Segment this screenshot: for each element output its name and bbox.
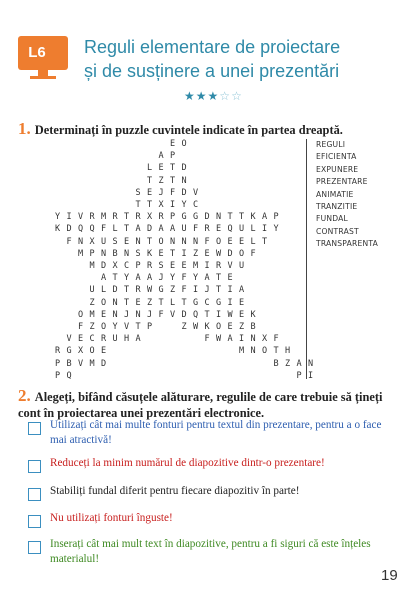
puzzle-letter: G [158,285,164,296]
puzzle-letter: A [204,273,210,284]
puzzle-letter: O [215,322,222,332]
checklist-item [28,511,408,529]
puzzle-letter: M [192,261,199,271]
puzzle-letter: G [192,297,199,308]
puzzle-letter: L [169,297,176,308]
task-2-number: 2. [18,386,31,405]
puzzle-letter: E [238,236,245,247]
puzzle-letter: P [169,212,176,223]
puzzle-letter: P [146,322,153,332]
puzzle-letter: M [89,309,95,320]
puzzle-letter: V [192,187,199,198]
word-list-item: TRANSPARENTA [316,239,378,249]
puzzle-row [40,321,300,333]
puzzle-letter: X [158,200,164,210]
puzzle-letter: J [204,285,210,296]
puzzle-letter: T [215,285,222,296]
puzzle-letter: E [238,297,245,308]
puzzle-letter: A [146,273,153,284]
puzzle-row [40,187,300,199]
puzzle-letter: G [66,346,72,357]
puzzle-letter: I [204,261,210,271]
puzzle-letter: I [307,370,314,381]
star-empty-icon: ☆ [219,89,232,103]
puzzle-letter: B [112,248,118,259]
puzzle-letter: L [146,163,153,174]
puzzle-letter: P [54,358,61,369]
task-2-heading [18,388,406,421]
puzzle-row [40,333,300,345]
puzzle-letter: O [181,139,187,149]
puzzle-letter: R [135,285,141,296]
puzzle-letter: F [181,285,187,296]
puzzle-letter: T [181,297,187,308]
puzzle-row [40,150,300,162]
puzzle-letter: R [112,212,118,223]
puzzle-letter: A [238,285,245,296]
word-list [316,139,378,251]
puzzle-letter: W [215,248,222,259]
puzzle-letter: O [215,236,222,247]
puzzle-letter: P [54,370,61,381]
page-title-line-2: și de susținere a unei prezentări [84,61,340,81]
puzzle-letter: W [227,309,233,320]
puzzle-letter: H [284,346,291,357]
puzzle-letter: V [227,261,233,271]
puzzle-row [40,138,300,150]
puzzle-letter: C [123,261,130,271]
puzzle-letter: W [192,322,199,332]
puzzle-letter: Z [284,358,291,369]
puzzle-letter: G [192,212,199,223]
word-list-item: TRANZITIE [316,202,358,212]
puzzle-letter: F [100,224,107,235]
puzzle-letter: T [169,163,176,174]
task-1-number: 1. [18,119,31,138]
puzzle-letter: Y [273,224,279,235]
puzzle-letter: E [100,346,107,357]
puzzle-letter: R [100,334,107,345]
puzzle-letter: N [135,236,141,247]
puzzle-letter: R [54,346,61,357]
puzzle-letter: C [204,297,210,308]
puzzle-letter: E [238,309,245,320]
puzzle-row [40,236,300,248]
puzzle-letter: E [135,297,141,308]
puzzle-letter: Q [227,224,233,235]
puzzle-letter: G [215,297,222,308]
puzzle-row [40,248,300,260]
puzzle-letter: E [227,273,233,284]
puzzle-letter: A [158,224,164,235]
puzzle-letter: B [66,358,72,369]
task-1-text: Determinați în puzzle cuvintele indicate în partea dreaptă. [34,123,343,137]
puzzle-letter: L [100,285,107,296]
puzzle-letter: B [273,358,279,369]
puzzle-letter: Q [77,224,84,235]
puzzle-letter: X [261,334,268,345]
puzzle-row [40,370,314,382]
puzzle-letter: L [250,236,256,247]
puzzle-letter: W [215,334,222,345]
puzzle-letter: K [250,212,256,223]
puzzle-letter: M [77,248,84,259]
puzzle-letter: T [261,236,268,247]
puzzle-letter: R [89,212,95,223]
puzzle-letter: K [146,248,153,259]
puzzle-letter: X [146,212,153,223]
puzzle-letter: F [77,322,84,332]
puzzle-letter: F [192,224,199,235]
puzzle-letter: N [135,309,141,320]
puzzle-letter: P [89,248,95,259]
puzzle-letter: A [135,273,141,284]
puzzle-letter: M [89,261,95,271]
puzzle-letter: D [227,248,233,259]
puzzle-letter: R [215,261,222,271]
puzzle-letter: X [89,236,95,247]
star-filled-icon: ★ [195,89,208,103]
puzzle-letter: M [100,212,107,223]
puzzle-row [40,272,300,284]
puzzle-letter: E [123,236,130,247]
puzzle-letter: N [250,334,256,345]
puzzle-letter: T [273,346,279,357]
puzzle-letter: N [181,236,187,247]
puzzle-row [40,284,300,296]
puzzle-row [40,199,300,211]
puzzle-letter: T [204,309,210,320]
puzzle-letter: Y [181,200,187,210]
checklist-item [28,537,408,571]
monitor-base [30,76,56,79]
puzzle-letter: D [204,212,210,223]
puzzle-row [40,175,300,187]
puzzle-letter: M [238,346,245,357]
checklist-item [28,484,408,502]
puzzle-letter: N [215,212,222,223]
puzzle-letter: R [146,261,153,271]
puzzle-letter: Y [169,273,176,284]
puzzle-letter: B [250,322,256,332]
puzzle-letter: T [112,273,118,284]
word-list-item: EFICIENTA [316,152,357,162]
puzzle-letter: P [273,212,279,223]
puzzle-letter: E [169,139,176,149]
puzzle-letter: S [135,248,141,259]
puzzle-row [40,211,300,223]
puzzle-letter: K [54,224,61,235]
puzzle-letter: E [100,309,107,320]
puzzle-letter: I [261,224,268,235]
puzzle-row [40,309,300,321]
puzzle-letter: E [204,248,210,259]
puzzle-letter: N [307,358,314,369]
puzzle-letter: T [146,200,153,210]
puzzle-letter: U [238,261,245,271]
puzzle-letter: S [158,261,164,271]
puzzle-letter: F [204,334,210,345]
puzzle-letter: T [158,297,164,308]
checklist-item-text: Nu utilizați fonturi înguste! [50,512,173,524]
checklist-item-text: Stabiliți fundal diferit pentru fiecare diapozitiv în parte! [50,485,300,497]
word-list-item: ANIMATIE [316,189,354,199]
lesson-badge-label: L6 [28,44,46,61]
puzzle-letter: E [227,322,233,332]
task-1-heading [18,119,343,139]
puzzle-letter: E [158,163,164,174]
puzzle-letter: I [238,334,245,345]
word-list-item: CONTRAST [316,226,359,236]
puzzle-letter: F [250,248,256,259]
puzzle-letter: Y [54,212,61,223]
puzzle-letter: D [181,163,187,174]
puzzle-letter: Q [192,309,199,320]
puzzle-letter: O [100,322,107,332]
puzzle-letter: S [135,187,141,198]
puzzle-letter: K [250,309,256,320]
puzzle-letter: T [169,248,176,259]
puzzle-letter: V [66,334,72,345]
puzzle-letter: R [135,212,141,223]
page-number: 19 [381,567,398,584]
puzzle-letter: N [250,346,256,357]
puzzle-letter: E [77,334,84,345]
word-search-puzzle [40,138,314,382]
lesson-badge [18,36,68,80]
puzzle-letter: O [77,309,84,320]
puzzle-letter: U [89,285,95,296]
puzzle-letter: O [89,346,95,357]
puzzle-letter: F [204,236,210,247]
puzzle-letter: D [100,261,107,271]
puzzle-letter: F [169,187,176,198]
puzzle-letter: T [123,297,130,308]
rule-checkbox[interactable] [28,460,41,473]
star-empty-icon: ☆ [231,89,243,103]
puzzle-letter: F [66,236,72,247]
puzzle-letter: T [227,212,233,223]
puzzle-row [40,162,300,174]
puzzle-letter: E [181,261,187,271]
word-list-item: PREZENTARE [316,177,368,187]
puzzle-letter: E [215,224,222,235]
puzzle-letter: R [204,224,210,235]
puzzle-letter: D [181,309,187,320]
puzzle-divider [306,139,307,379]
puzzle-letter: F [273,334,279,345]
puzzle-letter: T [146,236,153,247]
puzzle-letter: Y [123,273,130,284]
puzzle-row [40,358,314,370]
puzzle-letter: X [77,346,84,357]
puzzle-letter: O [158,236,164,247]
puzzle-letter: T [123,212,130,223]
puzzle-letter: N [77,236,84,247]
puzzle-letter: Y [192,273,199,284]
puzzle-letter: N [169,236,176,247]
checklist-item [28,418,408,452]
star-filled-icon: ★ [207,89,220,103]
puzzle-letter: T [169,175,176,186]
puzzle-letter: Y [112,322,118,332]
puzzle-letter: A [169,224,176,235]
difficulty-stars [184,89,243,103]
puzzle-letter: I [215,309,222,320]
puzzle-letter: I [169,200,176,210]
puzzle-letter: X [112,261,118,271]
puzzle-letter: W [146,285,153,296]
puzzle-letter: D [66,224,72,235]
puzzle-letter: M [89,358,95,369]
word-list-item: REGULI [316,140,346,149]
puzzle-letter: T [215,273,222,284]
rule-checkbox[interactable] [28,541,41,554]
puzzle-letter: D [181,187,187,198]
puzzle-row [40,223,300,235]
puzzle-letter: R [158,212,164,223]
puzzle-letter: I [227,285,233,296]
puzzle-letter: O [261,346,268,357]
puzzle-letter: T [135,322,141,332]
puzzle-letter: N [112,309,118,320]
puzzle-letter: C [192,200,199,210]
puzzle-letter: N [100,248,107,259]
puzzle-letter: E [146,187,153,198]
puzzle-letter: Z [89,322,95,332]
puzzle-letter: U [181,224,187,235]
puzzle-letter: I [66,212,72,223]
rule-checkbox[interactable] [28,422,41,435]
puzzle-letter: Z [169,285,176,296]
puzzle-letter: T [123,224,130,235]
word-list-item: FUNDAL [316,214,348,224]
puzzle-letter: Z [192,248,199,259]
task-2-text: Alegeți, bifând căsuțele alăturare, regulile de care trebuie să țineți cont în proiectarea unei prezentări electronice. [18,390,383,420]
puzzle-letter: I [227,297,233,308]
puzzle-letter: K [204,322,210,332]
puzzle-letter: O [100,297,107,308]
puzzle-letter: N [112,297,118,308]
puzzle-letter: H [123,334,130,345]
puzzle-letter: T [146,175,153,186]
puzzle-letter: T [238,212,245,223]
puzzle-letter: Q [66,370,72,381]
puzzle-letter: V [77,358,84,369]
puzzle-letter: E [169,261,176,271]
puzzle-letter: Z [146,297,153,308]
puzzle-row [40,345,300,357]
star-filled-icon: ★ [184,89,196,103]
puzzle-letter: V [123,322,130,332]
checklist-item-text: Reduceți la minim numărul de diapozitive dintr-o prezentare! [50,457,325,469]
puzzle-letter: D [146,224,153,235]
puzzle-letter: N [181,175,187,186]
puzzle-letter: A [227,334,233,345]
puzzle-letter: N [123,248,130,259]
puzzle-letter: V [169,309,176,320]
puzzle-letter: T [135,200,141,210]
puzzle-letter: Z [158,175,164,186]
rule-checkbox[interactable] [28,515,41,528]
puzzle-letter: J [158,273,164,284]
puzzle-letter: Q [89,224,95,235]
puzzle-letter: U [238,224,245,235]
puzzle-letter: E [227,236,233,247]
puzzle-letter: A [158,151,164,162]
puzzle-letter: G [181,212,187,223]
puzzle-letter: Z [89,297,95,308]
puzzle-letter: F [181,273,187,284]
puzzle-letter: F [158,309,164,320]
puzzle-letter: A [135,224,141,235]
puzzle-letter: P [296,370,302,381]
puzzle-letter: S [112,236,118,247]
word-list-item: EXPUNERE [316,164,359,174]
checklist-item [28,456,408,474]
puzzle-row [40,297,300,309]
puzzle-letter: Z [181,322,187,332]
checklist-item-text: Utilizați cât mai multe fonturi pentru textul din prezentare, pentru a o face mai atractivă! [50,419,382,446]
puzzle-letter: A [135,334,141,345]
checklist-item-text: Inserați cât mai mult text în diapozitive, pentru a fi siguri că este înțeles materialul! [50,538,371,565]
puzzle-letter: J [123,309,130,320]
puzzle-letter: C [89,334,95,345]
puzzle-letter: L [112,224,118,235]
puzzle-letter: A [261,212,268,223]
puzzle-letter: J [146,309,153,320]
puzzle-letter: L [250,224,256,235]
puzzle-letter: J [158,187,164,198]
puzzle-letter: T [123,285,130,296]
puzzle-letter: A [100,273,107,284]
puzzle-letter: D [112,285,118,296]
puzzle-letter: D [100,358,107,369]
puzzle-letter: I [181,248,187,259]
puzzle-letter: P [135,261,141,271]
puzzle-letter: I [192,285,199,296]
puzzle-letter: U [112,334,118,345]
puzzle-letter: N [192,236,199,247]
rule-checkbox[interactable] [28,488,41,501]
puzzle-letter: E [158,248,164,259]
puzzle-letter: A [296,358,302,369]
page-title-line-1: Reguli elementare de proiectare [84,37,341,57]
puzzle-letter: P [169,151,176,162]
puzzle-letter: U [100,236,107,247]
puzzle-letter: V [77,212,84,223]
puzzle-row [40,260,300,272]
puzzle-letter: Z [238,322,245,332]
puzzle-letter: O [238,248,245,259]
